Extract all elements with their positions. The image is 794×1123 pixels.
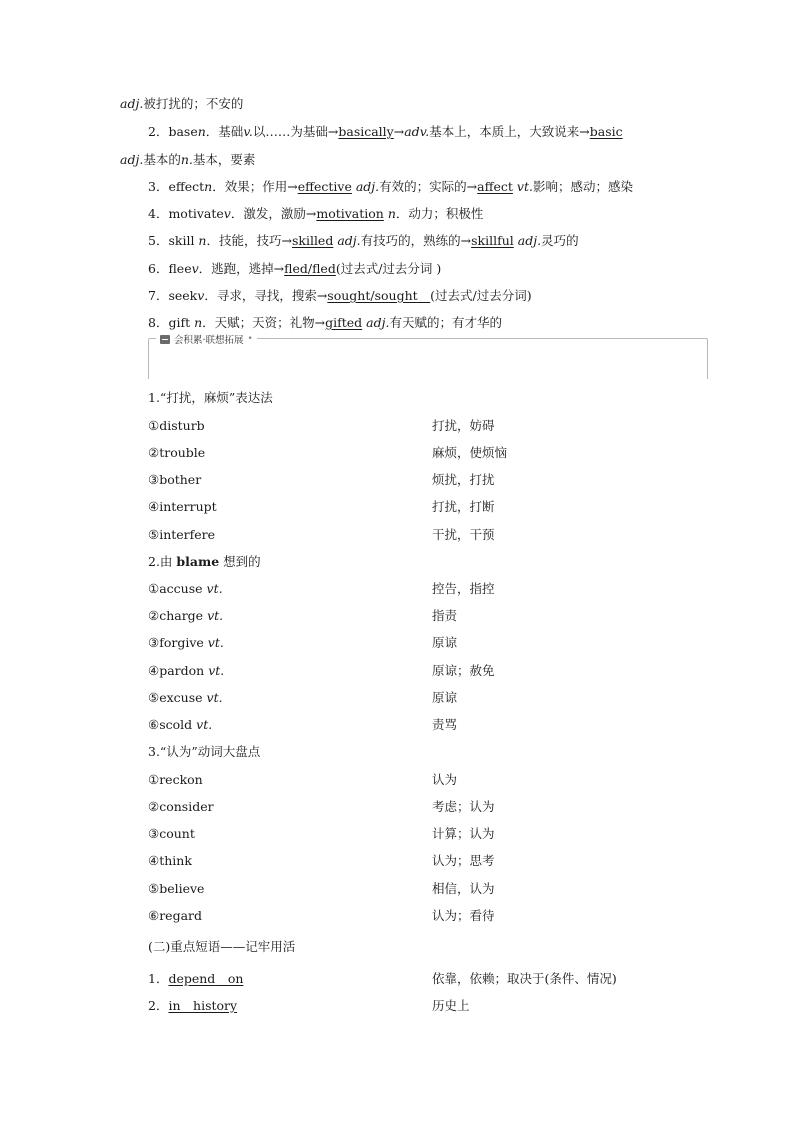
pos-vt: vt. (192, 717, 213, 732)
definition-text: 被打扰的；不安的 (143, 96, 244, 111)
answer-blank: skillful (471, 233, 514, 248)
answer-blank: depend (168, 971, 216, 986)
word: ③forgive (148, 635, 204, 650)
definition-text: 影响；感动；感染 (532, 179, 633, 194)
definition-text: (过去式/过去分词) (430, 288, 532, 303)
answer-blank: motivation (316, 206, 384, 221)
pos-n: n (194, 233, 207, 248)
pos-vt: vt. (202, 690, 223, 705)
group-heading-1 (148, 390, 273, 406)
vocab-line-4 (148, 206, 483, 222)
definition-text: ．基础 (205, 124, 244, 139)
definition-text: ．天赋；天资；礼物→ (202, 315, 326, 330)
answer-blank: skilled (291, 233, 334, 248)
pos-v: v (223, 206, 231, 221)
pos-adj: adj. (362, 315, 390, 330)
group2-item-5-en (148, 690, 223, 706)
word: ⑥scold (148, 717, 193, 732)
group3-item-5-zh: 相信，认为 (432, 881, 495, 896)
answer-blank: sought/sought (327, 288, 418, 303)
vocab-line-7 (148, 288, 532, 304)
group2-item-6-en (148, 717, 212, 733)
group2-item-2-zh: 指责 (432, 608, 458, 623)
pos-v: v (191, 261, 199, 276)
definition-text: 有天赋的；有才华的 (389, 315, 502, 330)
group1-item-4-en: ④interrupt (148, 499, 217, 514)
group-heading-3 (148, 744, 260, 760)
pos-n: n (190, 315, 203, 330)
group2-item-1-zh: 控告，指控 (432, 581, 495, 596)
vocab-line-1-continuation (120, 96, 243, 112)
banner-dot: • (247, 334, 253, 344)
answer-blank: fled/fled (284, 261, 336, 276)
definition-text: ．动力；积极性 (395, 206, 484, 221)
group3-item-4-zh: 认为；思考 (432, 853, 495, 868)
group3-item-1-zh: 认为 (432, 772, 458, 787)
group3-item-3-en: ③count (148, 826, 195, 841)
group3-item-1-en: ①reckon (148, 772, 203, 787)
definition-text: 基本，要素 (192, 152, 256, 167)
pos-adj: adj. (333, 233, 361, 248)
answer-blank: history (193, 998, 238, 1013)
pos-adv: adv. (404, 124, 430, 139)
headword: 7．seek (148, 288, 198, 303)
pos-v: v (197, 288, 205, 303)
word: ④pardon (148, 663, 205, 678)
group2-item-2-en (148, 608, 223, 624)
answer-blank: affect (477, 179, 513, 194)
pos-adj: adj. (120, 96, 144, 111)
group1-item-3-en: ③bother (148, 472, 202, 487)
group2-item-1-en (148, 581, 223, 597)
definition-text: ．逃跑，逃掉→ (198, 261, 285, 276)
phrase-number: 2． (148, 998, 169, 1013)
vocab-line-6 (148, 261, 441, 277)
pos-vt: vt. (512, 179, 533, 194)
group-heading-text: 想到的 (219, 554, 261, 569)
group1-item-2-en: ②trouble (148, 445, 206, 460)
word: ⑤excuse (148, 690, 203, 705)
definition-text: ．激发，激励→ (230, 206, 317, 221)
phrase-2-zh: 历史上 (432, 998, 470, 1013)
pos-n: n (204, 179, 213, 194)
group1-item-5-en: ⑤interfere (148, 527, 216, 542)
phrases-heading: (二)重点短语——记牢用活 (148, 939, 296, 954)
banner-heading (156, 332, 257, 346)
answer-blank: basically (338, 124, 394, 139)
group2-item-6-zh: 责骂 (432, 717, 458, 732)
pos-vt: vt. (204, 663, 225, 678)
pos-adj: adj. (120, 152, 144, 167)
group3-item-2-en: ②consider (148, 799, 214, 814)
group2-item-3-en (148, 635, 224, 651)
group-heading-text: 3.“认为”动词大盘点 (148, 744, 261, 759)
answer-blank: gifted (325, 315, 363, 330)
group3-item-4-en: ④think (148, 853, 192, 868)
minus-box-icon (160, 335, 170, 344)
vocab-line-3 (148, 179, 633, 195)
pos-n: n (383, 206, 396, 221)
definition-text: 以……为基础→ (252, 124, 339, 139)
definition-text: ．效果；作用→ (212, 179, 298, 194)
answer-gap: __ (215, 971, 228, 986)
group-heading-text: 1.“打扰，麻烦”表达法 (148, 390, 273, 405)
pos-n: n. (180, 152, 193, 167)
group3-item-2-zh: 考虑；认为 (432, 799, 495, 814)
vocab-line-2-continuation (120, 152, 255, 168)
group2-item-3-zh: 原谅 (432, 635, 458, 650)
group1-item-1-en: ①disturb (148, 418, 205, 433)
group3-item-3-zh: 计算；认为 (432, 826, 495, 841)
pos-v: v. (243, 124, 253, 139)
answer-gap: __ (180, 998, 194, 1013)
vocab-line-2 (148, 124, 623, 140)
answer-blank: on (227, 971, 244, 986)
definition-text: 基本上，本质上，大致说来→ (429, 124, 590, 139)
group1-item-2-zh: 麻烦，使烦恼 (432, 445, 508, 460)
word: ②charge (148, 608, 204, 623)
group-heading-text: 2.由 (148, 554, 177, 569)
pos-vt: vt. (202, 581, 223, 596)
definition-text: ．寻求，寻找，搜索→ (204, 288, 328, 303)
answer-blank: in (168, 998, 181, 1013)
pos-n: n (197, 124, 206, 139)
group3-item-6-zh: 认为；看待 (432, 908, 495, 923)
pos-vt: vt. (203, 635, 224, 650)
phrase-1 (148, 971, 243, 987)
group-heading-keyword: blame (176, 554, 220, 569)
phrase-1-zh: 依靠，依赖；取决于(条件、情况) (432, 971, 617, 986)
group3-item-6-en: ⑥regard (148, 908, 203, 923)
definition-text: 基本的 (143, 152, 181, 167)
group1-item-1-zh: 打扰，妨碍 (432, 418, 495, 433)
group2-item-4-en (148, 663, 224, 679)
vocab-line-5 (148, 233, 579, 249)
definition-text: ．技能，技巧→ (206, 233, 292, 248)
definition-text: 灵巧的 (541, 233, 579, 248)
pos-vt: vt. (203, 608, 224, 623)
definition-text: (过去式/过去分词 ) (335, 261, 442, 276)
word: ①accuse (148, 581, 203, 596)
answer-blank: effective (297, 179, 352, 194)
group1-item-5-zh: 干扰，干预 (432, 527, 495, 542)
group2-item-4-zh: 原谅；赦免 (432, 663, 495, 678)
group1-item-4-zh: 打扰，打断 (432, 499, 495, 514)
phrase-2 (148, 998, 237, 1014)
group2-item-5-zh: 原谅 (432, 690, 458, 705)
headword: 3．effect (148, 179, 205, 194)
headword: 5．skill (148, 233, 195, 248)
banner-title: 会积累·联想拓展 (174, 335, 244, 346)
pos-adj: adj. (513, 233, 542, 248)
definition-text: 有技巧的，熟练的→ (360, 233, 472, 248)
group-heading-2 (148, 554, 261, 570)
headword: 4．motivate (148, 206, 224, 221)
headword: 6．flee (148, 261, 192, 276)
vocab-line-8 (148, 315, 502, 331)
definition-text: 有效的；实际的→ (379, 179, 478, 194)
answer-blank: basic (589, 124, 623, 139)
group1-item-3-zh: 烦扰，打扰 (432, 472, 495, 487)
headword: 2．base (148, 124, 198, 139)
section-banner (148, 334, 708, 382)
answer-gap: __ (417, 288, 431, 303)
headword: 8．gift (148, 315, 191, 330)
phrase-number: 1． (148, 971, 169, 986)
pos-adj: adj. (351, 179, 380, 194)
arrow: → (393, 124, 405, 139)
group3-item-5-en: ⑤believe (148, 881, 205, 896)
